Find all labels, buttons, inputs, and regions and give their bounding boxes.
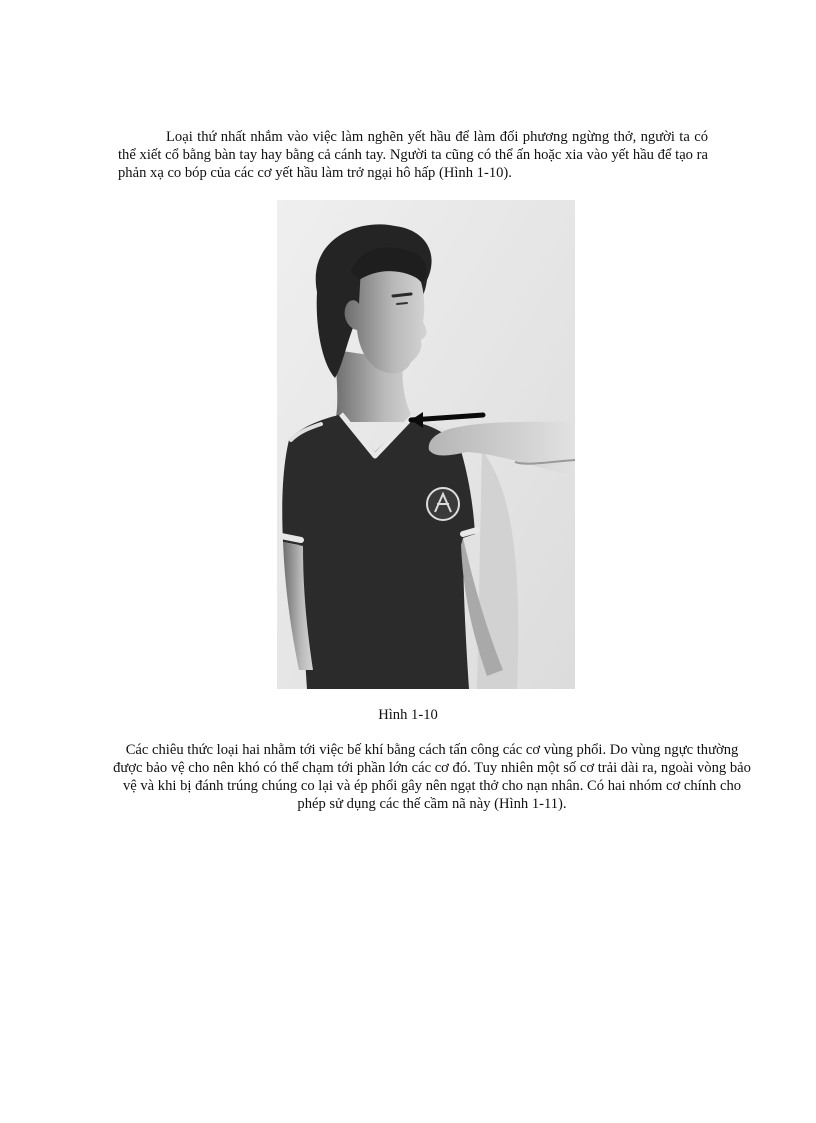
figure-caption: Hình 1-10 [378, 707, 438, 723]
paragraph-throat-attack: Loại thứ nhất nhắm vào việc làm nghẽn yết hầu để làm đối phương ngừng thở, người ta có thể xiết cổ bằng bàn tay hay bằng cả cánh tay. Người ta cũng có thể ấn hoặc xia vào yết hầu để tạo ra phản xạ co bóp của các cơ yết hầu làm trở ngại hô hấp (Hình 1-10). [118, 129, 708, 181]
photo-illustration [277, 200, 575, 689]
figure-photo-throat-strike [277, 200, 575, 689]
paragraph-lung-attack: Các chiêu thức loại hai nhằm tới việc bế khí bằng cách tấn công các cơ vùng phổi. Do vùng ngực thường được bảo vệ cho nên khó có thể chạm tới phần lớn các cơ đó. Tuy nhiên một số cơ trải dài ra, ngoài vòng bảo vệ và khi bị đánh trúng chúng co lại và ép phổi gây nên ngạt thở cho nạn nhân. Có hai nhóm cơ chính cho phép sử dụng các thế cầm nã này (Hình 1-11). [113, 742, 751, 812]
